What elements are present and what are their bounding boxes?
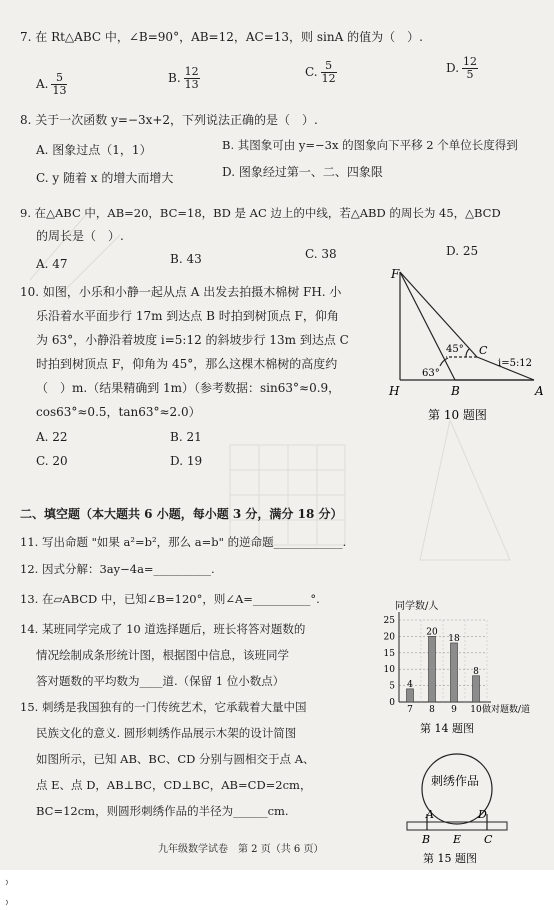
- chart-x-tick-label: 8: [429, 705, 435, 715]
- chart-data-label: 8: [473, 666, 479, 677]
- chart-y-tick-label: 0: [389, 698, 395, 708]
- q8-option-b: B. 其图象可由 y=−3x 的图象向下平移 2 个单位长度得到: [222, 138, 518, 152]
- chart-data-label: 20: [426, 627, 438, 638]
- q9-stem-continued: 的周长是（ ）.: [36, 229, 124, 243]
- angle-45-label: 45°: [446, 344, 464, 355]
- q10-line-1: 10. 如图，小乐和小静一起从点 A 出发去拍摄木棉树 FH. 小: [20, 285, 342, 299]
- point-a-label-q15: A: [426, 808, 434, 821]
- point-d-label-q15: D: [478, 808, 487, 821]
- point-b-label: B: [451, 384, 460, 398]
- q9-option-c: C. 38: [305, 247, 337, 261]
- chart-bar: [407, 689, 414, 702]
- q10-line-2: 乐沿着水平面步行 17m 到达点 B 时拍到树顶点 F，仰角: [36, 309, 339, 323]
- q7-option-a: A. $\frac{5}{13}$: [36, 71, 67, 97]
- point-b-label-q15: B: [422, 833, 431, 846]
- angle-63-label: 63°: [422, 368, 440, 379]
- chart-bar: [429, 636, 436, 702]
- q15-line-2: 民族文化的意义. 圆形刺绣作品展示木架的设计简图: [36, 726, 297, 740]
- q15-line-4: 点 E、点 D，AB⊥BC，CD⊥BC，AB=CD=2cm，: [36, 778, 312, 792]
- chart-y-tick-label: 15: [383, 648, 395, 659]
- chart-y-axis-label: 同学数/人: [395, 601, 439, 612]
- chart-bar: [473, 676, 480, 702]
- q10-line-5: （ ）m.（结果精确到 1m）（参考数据：sin63°≈0.9，: [36, 381, 341, 395]
- chart-bar: [451, 643, 458, 702]
- q9-option-d: D. 25: [446, 244, 479, 258]
- point-e-label-q15: E: [453, 833, 462, 846]
- q10-option-c: C. 20: [36, 454, 68, 468]
- chart-y-tick-label: 20: [383, 632, 395, 643]
- q7-option-b: B. $\frac{12}{13}$: [168, 65, 199, 91]
- chart-x-axis-label: 做对题数/道: [482, 705, 531, 715]
- q15-line-5: BC=12cm，则圆形刺绣作品的半径为______cm.: [36, 804, 289, 818]
- point-a-label: A: [535, 384, 544, 398]
- chart-x-tick-label: 10: [470, 705, 482, 715]
- q9-option-b: B. 43: [170, 252, 202, 266]
- q10-option-a: A. 22: [36, 430, 68, 444]
- q8-option-a: A. 图象过点（1，1）: [36, 143, 152, 157]
- q8-stem: 8. 关于一次函数 y=−3x+2，下列说法正确的是（ ）.: [20, 113, 318, 127]
- q15-line-1: 15. 刺绣是我国独有的一门传统艺术，它承载着大量中国: [20, 700, 307, 714]
- q12: 12. 因式分解：3ay−4a=__________.: [20, 562, 215, 576]
- chart-y-tick-label: 5: [389, 681, 395, 692]
- q13: 13. 在▱ABCD 中，已知∠B=120°，则∠A=__________°.: [20, 592, 320, 606]
- q10-line-3: 为 63°，小静沿着坡度 i=5:12 的斜坡步行 13m 到达点 C: [36, 333, 349, 347]
- point-c-label-q15: C: [484, 833, 493, 846]
- q15-figure-caption: 第 15 题图: [423, 852, 477, 865]
- q10-option-d: D. 19: [170, 454, 203, 468]
- q14-bar-chart: [375, 598, 545, 748]
- point-f-label: F: [391, 267, 400, 281]
- q14-figure-caption: 第 14 题图: [420, 722, 474, 735]
- q10-line-4: 时拍到树顶点 F，仰角为 45°，那么这棵木棉树的高度约: [36, 357, 338, 371]
- section-2-heading: 二、填空题（本大题共 6 小题，每小题 3 分，满分 18 分）: [20, 507, 343, 521]
- q11: 11. 写出命题 "如果 a²=b²，那么 a=b" 的逆命题____________.: [20, 535, 347, 549]
- q14-line-3: 答对题数的平均数为____道.（保留 1 位小数点）: [36, 674, 285, 688]
- q10-line-6: cos63°≈0.5，tan63°≈2.0）: [36, 405, 201, 419]
- chart-y-tick-label: 25: [383, 616, 395, 626]
- embroidery-title: 刺绣作品: [431, 774, 480, 788]
- q7-option-c: C. $\frac{5}{12}$: [305, 59, 336, 85]
- q7-stem: 7. 在 Rt△ABC 中，∠B=90°，AB=12，AC=13，则 sinA 的值为（ ）.: [20, 30, 423, 44]
- slope-label: i=5:12: [498, 358, 533, 369]
- q15-figure: [405, 752, 515, 867]
- q14-line-1: 14. 某班同学完成了 10 道选择题后，班长将答对题数的: [20, 622, 306, 636]
- q10-figure-caption: 第 10 题图: [428, 408, 487, 422]
- q10-option-b: B. 21: [170, 430, 202, 444]
- stray-scan-marks: [0, 876, 40, 910]
- q14-line-2: 情况绘制成条形统计图，根据图中信息，该班同学: [36, 648, 289, 662]
- q8-option-c: C. y 随着 x 的增大而增大: [36, 171, 174, 185]
- q9-stem: 9. 在△ABC 中，AB=20，BC=18，BD 是 AC 边上的中线，若△ABD 的周长为 45，△BCD: [20, 206, 501, 220]
- q7-option-d: D. $\frac{12}{5}$: [446, 55, 478, 81]
- q15-line-3: 如图所示，已知 AB、BC、CD 分别与圆相交于点 A、: [36, 752, 315, 766]
- page-footer: 九年级数学试卷 第 2 页（共 6 页）: [158, 844, 324, 855]
- chart-x-tick-label: 7: [407, 705, 413, 715]
- q9-option-a: A. 47: [36, 257, 68, 271]
- point-c-label: C: [479, 344, 488, 357]
- chart-data-label: 4: [407, 679, 413, 690]
- q10-figure: [380, 262, 550, 432]
- chart-data-label: 18: [448, 633, 460, 644]
- chart-y-tick-label: 10: [383, 665, 395, 676]
- chart-x-tick-label: 9: [451, 705, 457, 715]
- q8-option-d: D. 图象经过第一、二、四象限: [222, 165, 383, 179]
- point-h-label: H: [389, 384, 400, 398]
